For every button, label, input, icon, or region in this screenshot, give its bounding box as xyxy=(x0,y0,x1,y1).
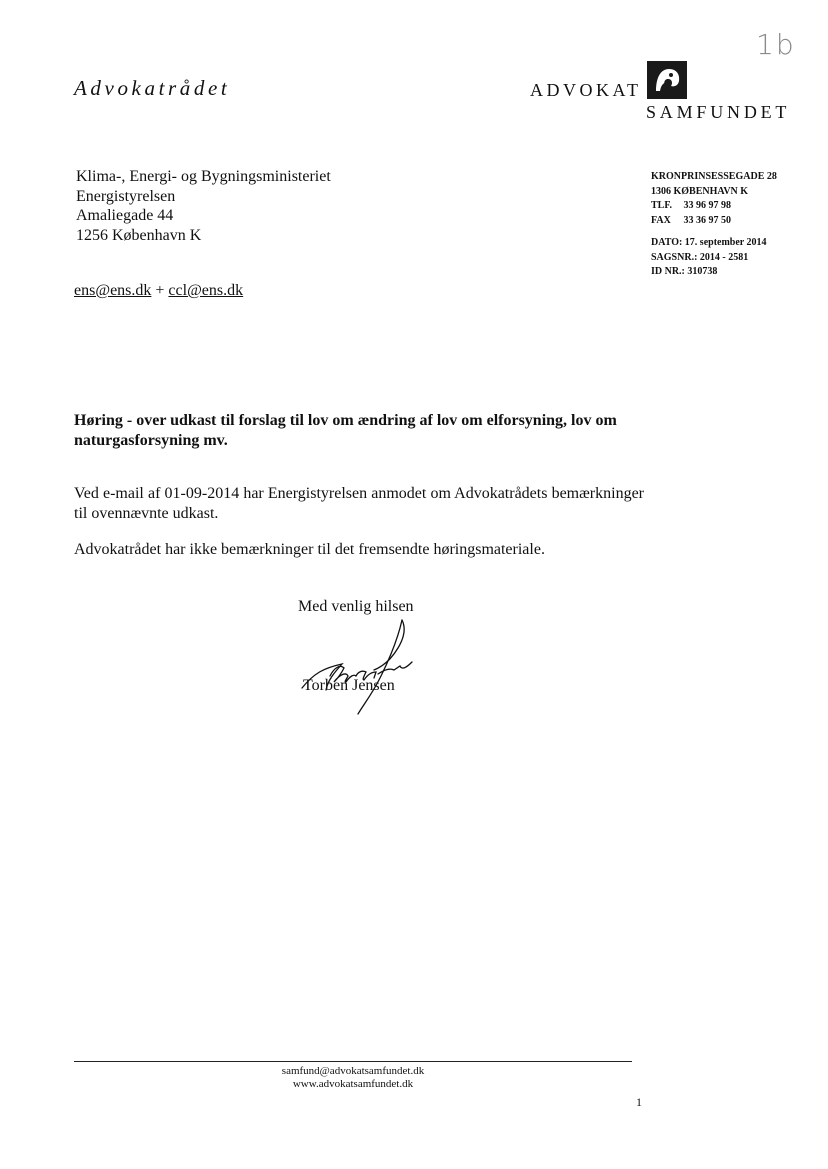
sender-city: 1306 KØBENHAVN K xyxy=(651,185,749,197)
recipient-line: 1256 København K xyxy=(76,226,202,244)
logo-text-top: ADVOKAT xyxy=(530,80,642,100)
case-number: SAGSNR.: 2014 - 2581 xyxy=(651,251,749,263)
letter-date: DATO: 17. september 2014 xyxy=(651,237,767,248)
email-link-ens[interactable]: ens@ens.dk xyxy=(74,282,152,299)
footer xyxy=(74,1065,632,1091)
recipient-line: Energistyrelsen xyxy=(76,187,176,205)
organization-name: Advokatrådet xyxy=(74,76,231,100)
footer-email: samfund@advokatsamfundet.dk xyxy=(281,1065,425,1077)
fax-number: 33 36 97 50 xyxy=(683,214,731,226)
recipient-line: Amaliegade 44 xyxy=(76,207,174,224)
logo-text-bottom: SAMFUNDET xyxy=(646,102,791,122)
advokatsamfundet-logo-icon xyxy=(647,61,687,99)
footer-website: www.advokatsamfundet.dk xyxy=(292,1078,414,1090)
page-number: 1 xyxy=(636,1095,642,1109)
sender-phone xyxy=(651,199,777,214)
sender-details xyxy=(651,170,777,280)
body-paragraph: Advokatrådet har ikke bemærkninger til det fremsendte høringsmateriale. xyxy=(74,541,545,558)
email-joiner: + xyxy=(155,282,165,299)
signer-name: Torben Jensen xyxy=(303,677,395,694)
email-link-ccl[interactable]: ccl@ens.dk xyxy=(168,282,244,299)
id-number: ID NR.: 310738 xyxy=(651,266,718,277)
fax-label: FAX xyxy=(651,214,671,226)
footer-divider xyxy=(74,1061,632,1062)
phone-label: TLF. xyxy=(651,200,673,211)
handwritten-signature xyxy=(294,618,424,718)
closing-phrase: Med venlig hilsen xyxy=(298,598,414,615)
recipient-emails xyxy=(74,282,243,300)
sender-street: KRONPRINSESSEGADE 28 xyxy=(651,171,777,182)
sender-fax xyxy=(651,214,777,229)
handwritten-page-note: 1b xyxy=(756,28,796,61)
recipient-address xyxy=(76,167,331,245)
letter-subject: Høring - over udkast til forslag til lov om ændring af lov om elforsyning, lov om naturgasforsyning mv. xyxy=(74,412,617,449)
body-paragraph: Ved e-mail af 01-09-2014 har Energistyrelsen anmodet om Advokatrådets bemærkninger til ovennævnte udkast. xyxy=(74,485,644,522)
phone-number: 33 96 97 98 xyxy=(683,200,731,211)
recipient-line: Klima-, Energi- og Bygningsministeriet xyxy=(76,168,331,185)
